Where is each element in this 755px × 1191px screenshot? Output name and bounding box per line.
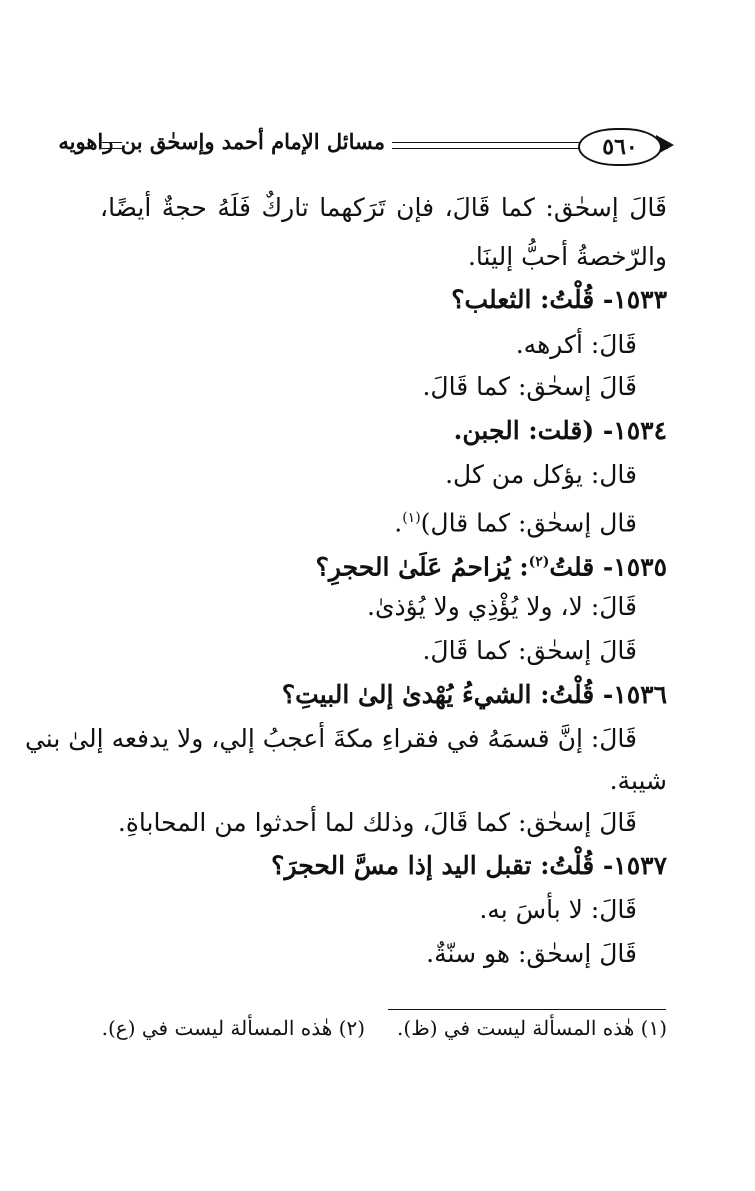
question-lead: ١٥٣٥- قلتُ — [549, 552, 667, 582]
text-line: والرّخصةُ أحبُّ إلينَا. — [467, 242, 667, 271]
answer-line: قَالَ إسحٰق: كما قَالَ. — [422, 372, 637, 401]
running-header — [58, 128, 672, 172]
question-1535 — [316, 545, 667, 584]
answer-text: قال إسحٰق: كما قال) — [420, 508, 637, 538]
footnote-2: (٢) هٰذه المسألة ليست في (ع). — [101, 1016, 365, 1040]
footnote-marker-2: (٢) — [528, 554, 550, 570]
running-title: مسائل الإمام أحمد وإسحٰق بن راهويه — [58, 129, 385, 154]
footnote-rule — [388, 1009, 666, 1010]
question-1536: ١٥٣٦- قُلْتُ: الشيءُ يُهْدىٰ إلىٰ البيتِ؟ — [281, 680, 667, 709]
answer-line: قَالَ إسحٰق: كما قَالَ، وذلك لما أحدثوا من المحاباةِ. — [117, 808, 637, 837]
answer-line: قال: يؤكل من كل. — [445, 460, 637, 489]
page-number: ٥٦٠ — [602, 134, 638, 160]
period: . — [394, 508, 403, 538]
answer-line: شيبة. — [609, 766, 667, 795]
footnote-1: (١) هٰذه المسألة ليست في (ظ). — [397, 1016, 667, 1040]
answer-line: قَالَ إسحٰق: كما قَالَ. — [422, 636, 637, 665]
question-rest: : يُزاحمُ عَلَىٰ الحجرِ؟ — [315, 552, 529, 582]
question-1534: ١٥٣٤- (قلت: الجبن. — [453, 416, 667, 445]
answer-line: قَالَ إسحٰق: هو سنّةٌ. — [426, 939, 637, 968]
answer-line: قَالَ: أكرهه. — [515, 330, 637, 359]
answer-line: قَالَ: لا، ولا يُؤْذِي ولا يُؤذىٰ. — [367, 592, 637, 621]
answer-line: قَالَ: إنَّ قسمَهُ في فقراءِ مكةَ أعجبُ إلي، ولا يدفعه إلىٰ بني — [24, 724, 637, 753]
page-number-badge — [578, 128, 662, 166]
question-1537: ١٥٣٧- قُلْتُ: تقبل اليد إذا مسَّ الحجرَ؟ — [271, 851, 667, 880]
question-1533: ١٥٣٣- قُلْتُ: الثعلب؟ — [451, 285, 667, 314]
text-line: قَالَ إسحٰق: كما قَالَ، فإن تَرَكهما تاركٌ فَلَهُ حجةٌ أيضًا، — [100, 193, 667, 222]
answer-line: قَالَ: لا بأسَ به. — [479, 895, 637, 924]
answer-line-footnoted — [394, 501, 637, 540]
footnote-marker-1: (١) — [402, 510, 421, 526]
